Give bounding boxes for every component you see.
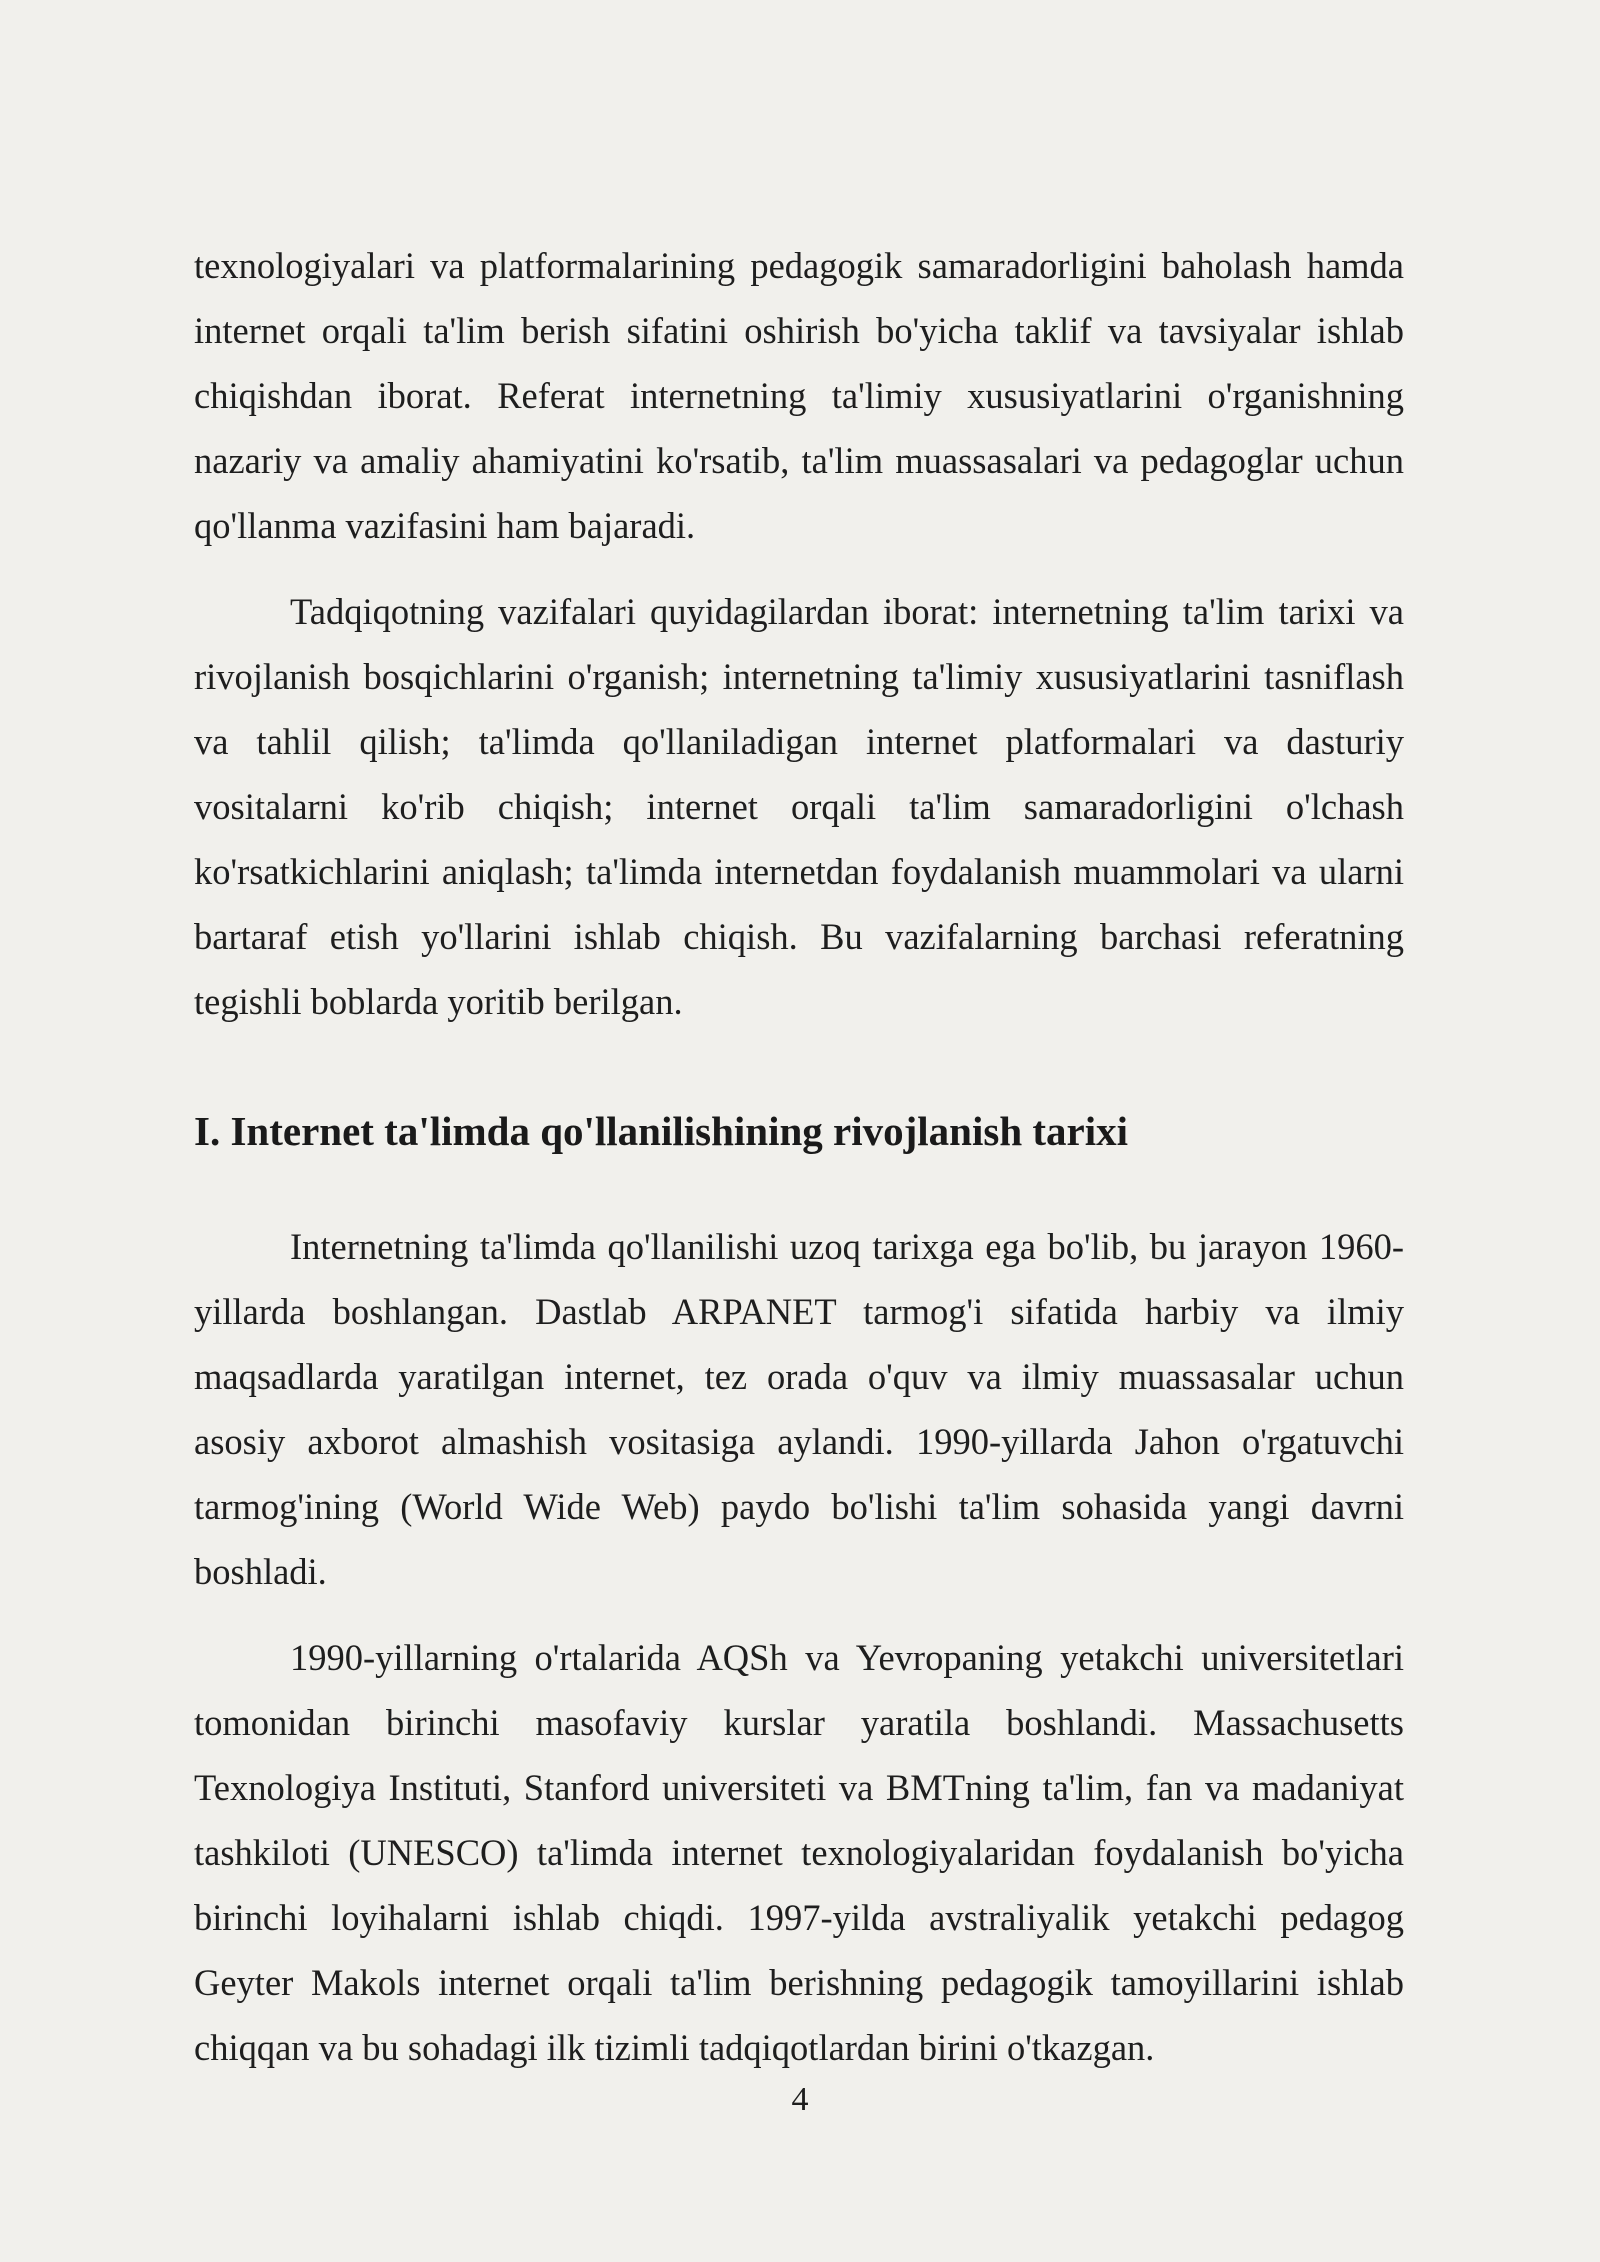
- paragraph-continuation: texnologiyalari va platformalarining pedagogik samaradorligini baholash hamda internet orqali ta'lim berish sifatini oshirish bo'yicha taklif va tavsiyalar ishlab chiqishdan iborat. Referat internetning ta'limiy xususiyatlarini o'rganishning nazariy va amaliy ahamiyatini ko'rsatib, ta'lim muassasalari va pedagoglar uchun qo'llanma vazifasini ham bajaradi.: [194, 245, 1404, 546]
- page-number: 4: [791, 2081, 809, 2118]
- paragraph-distance-courses: 1990-yillarning o'rtalarida AQSh va Yevropaning yetakchi universitetlari tomonidan birinchi masofaviy kurslar yaratila boshlandi. Massachusetts Texnologiya Instituti, Stanford universiteti va BMTning ta'lim, fan va madaniyat tashkiloti (UNESCO) ta'limda internet texnologiyalaridan foydalanish bo'yicha birinchi loyihalarni ishlab chiqdi. 1997-yilda avstraliyalik yetakchi pedagog Geyter Makols internet orqali ta'lim berishning pedagogik tamoyillarini ishlab chiqqan va bu sohadagi ilk tizimli tadqiqotlardan birini o'tkazgan.: [194, 1637, 1404, 2068]
- page-body: [194, 233, 1404, 2080]
- section-heading-wrapper: [194, 1101, 1404, 1161]
- paragraph-research-tasks: Tadqiqotning vazifalari quyidagilardan iborat: internetning ta'lim tarixi va rivojlanish bosqichlarini o'rganish; internetning ta'limiy xususiyatlarini tasniflash va tahlil qilish; ta'limda qo'llaniladigan internet platformalari va dasturiy vositalarni ko'rib chiqish; internet orqali ta'lim samaradorligini o'lchash ko'rsatkichlarini aniqlash; ta'limda internetdan foydalanish muammolari va ularni bartaraf etish yo'llarini ishlab chiqish. Bu vazifalarning barchasi referatning tegishli boblarda yoritib berilgan.: [194, 591, 1404, 1022]
- paragraph-history-origins: Internetning ta'limda qo'llanilishi uzoq tarixga ega bo'lib, bu jarayon 1960-yillarda boshlangan. Dastlab ARPANET tarmog'i sifatida harbiy va ilmiy maqsadlarda yaratilgan internet, tez orada o'quv va ilmiy muassasalar uchun asosiy axborot almashish vositasiga aylandi. 1990-yillarda Jahon o'rgatuvchi tarmog'ining (World Wide Web) paydo bo'lishi ta'lim sohasida yangi davrni boshladi.: [194, 1226, 1404, 1592]
- section-heading: I. Internet ta'limda qo'llanilishining rivojlanish tarixi: [194, 1108, 1129, 1154]
